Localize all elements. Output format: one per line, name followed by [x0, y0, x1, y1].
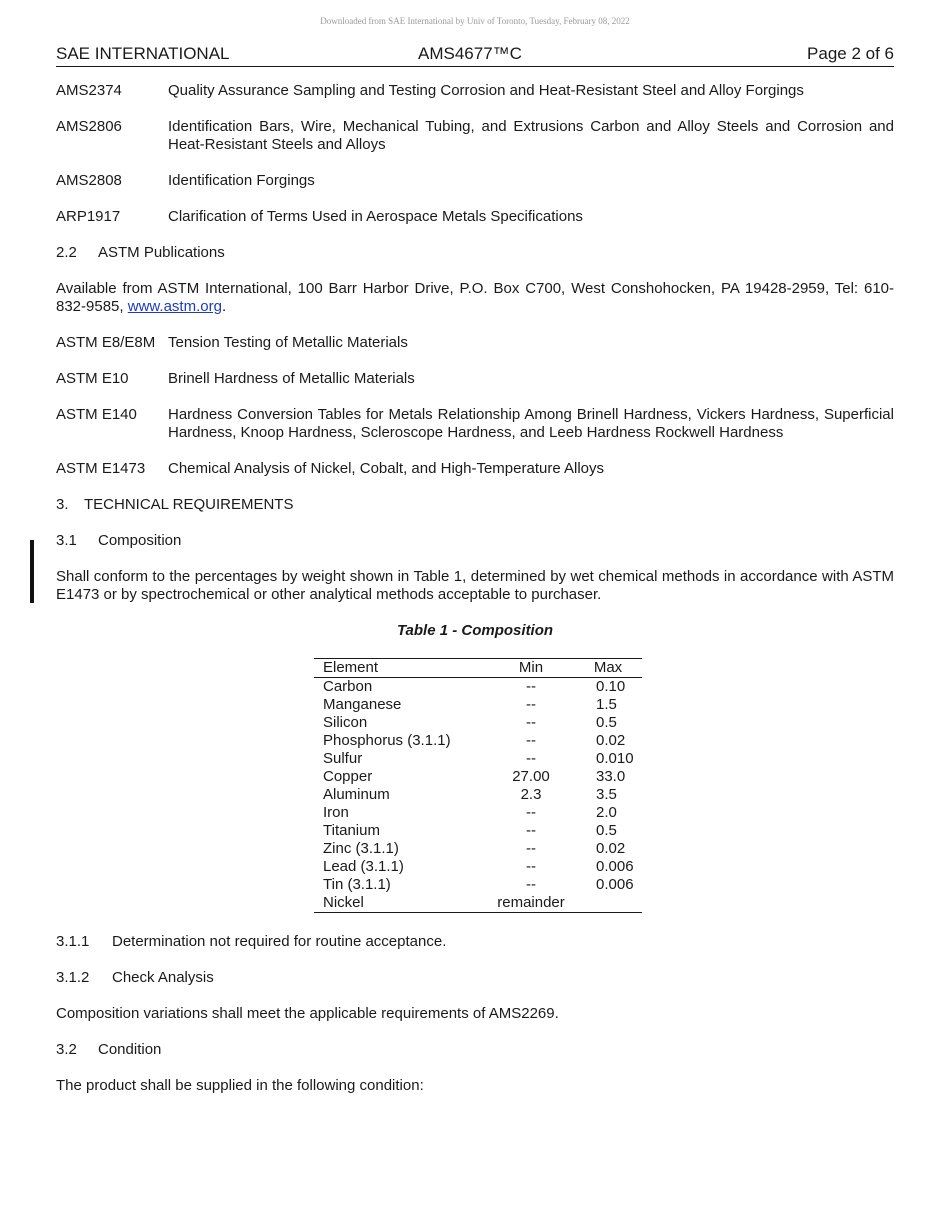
header-max: Max: [574, 659, 642, 678]
cell-element: Copper: [323, 768, 373, 785]
section-number: 3.: [56, 496, 69, 513]
cell-max: 0.006: [596, 858, 634, 875]
reference-title: Brinell Hardness of Metallic Materials: [168, 370, 415, 387]
reference-title: Tension Testing of Metallic Materials: [168, 334, 408, 351]
cell-max: 1.5: [596, 696, 617, 713]
cell-min: --: [526, 696, 536, 713]
section-number: 2.2: [56, 244, 77, 261]
section-3-2-heading: [56, 1041, 894, 1059]
cell-min: --: [526, 750, 536, 767]
table-row: [314, 804, 642, 822]
table-row: [314, 696, 642, 714]
cell-element: Iron: [323, 804, 349, 821]
revision-change-bar: [30, 540, 34, 603]
cell-element: Carbon: [323, 678, 373, 695]
cell-element: Lead (3.1.1): [323, 858, 404, 875]
cell-min: --: [526, 678, 536, 695]
section-title: Determination not required for routine acceptance.: [112, 933, 447, 950]
table-row: [314, 858, 642, 876]
table-row: [314, 732, 642, 750]
header-page-number: Page 2 of 6: [807, 44, 894, 63]
cell-max: 2.0: [596, 804, 617, 821]
cell-max: 0.02: [596, 840, 626, 857]
reference-item: [56, 370, 894, 388]
cell-min: --: [526, 732, 536, 749]
cell-max: 0.010: [596, 750, 634, 767]
check-analysis-paragraph: Composition variations shall meet the applicable requirements of AMS2269.: [56, 1005, 559, 1022]
table-row: [314, 894, 642, 913]
cell-max: 3.5: [596, 786, 617, 803]
header-org: SAE INTERNATIONAL: [56, 44, 230, 63]
reference-item: [56, 82, 894, 100]
cell-max: 33.0: [596, 768, 626, 785]
download-watermark: Downloaded from SAE International by Univ of Toronto, Tuesday, February 08, 2022: [320, 16, 630, 26]
astm-reference-list: [56, 334, 894, 478]
section-title: Condition: [98, 1041, 162, 1058]
table-row: [314, 876, 642, 894]
section-number: 3.1.2: [56, 969, 90, 986]
section-title: TECHNICAL REQUIREMENTS: [84, 496, 294, 513]
reference-code: AMS2808: [56, 172, 122, 189]
cell-element: Nickel: [314, 894, 488, 913]
section-title: Check Analysis: [112, 969, 214, 986]
reference-item: [56, 208, 894, 226]
table-row: [314, 840, 642, 858]
cell-element: Aluminum: [323, 786, 390, 803]
reference-code: ASTM E140: [56, 406, 137, 423]
section-number: 3.1: [56, 532, 77, 549]
reference-title: Chemical Analysis of Nickel, Cobalt, and High-Temperature Alloys: [168, 460, 605, 477]
section-number: 3.1.1: [56, 933, 90, 950]
section-title: Composition: [98, 532, 182, 549]
table-caption: Table 1 - Composition: [396, 622, 554, 639]
cell-min: 27.00: [512, 768, 550, 785]
cell-min: remainder: [488, 894, 574, 913]
cell-element: Titanium: [323, 822, 380, 839]
reference-title: Identification Forgings: [168, 172, 315, 189]
cell-max: 0.10: [596, 678, 626, 695]
cell-min: --: [526, 840, 536, 857]
reference-item: [56, 334, 894, 352]
cell-element: Manganese: [323, 696, 402, 713]
cell-max: 0.5: [596, 822, 617, 839]
reference-code: ARP1917: [56, 208, 121, 225]
reference-item: [56, 172, 894, 190]
reference-item: [56, 460, 894, 478]
section-2-2-heading: [56, 244, 894, 262]
header-doc-id: AMS4677™C: [418, 44, 522, 63]
cell-min: --: [526, 714, 536, 731]
table-row: [314, 750, 642, 768]
composition-paragraph: Shall conform to the percentages by weight shown in Table 1, determined by wet chemical methods in accordance with ASTM E1473 or by spectrochemical or other analytical methods acceptable to purchaser.: [56, 568, 894, 603]
cell-element: Silicon: [323, 714, 368, 731]
document-body: [56, 82, 894, 1113]
reference-code: ASTM E8/E8M: [56, 334, 156, 351]
cell-element: Sulfur: [323, 750, 363, 767]
reference-code: ASTM E10: [56, 370, 129, 387]
reference-code: AMS2374: [56, 82, 122, 99]
cell-min: --: [526, 876, 536, 893]
cell-max: 0.006: [596, 876, 634, 893]
section-title: ASTM Publications: [98, 244, 225, 261]
section-3-1-2-heading: [56, 969, 894, 987]
reference-title: Hardness Conversion Tables for Metals Relationship Among Brinell Hardness, Vickers Hardness, Superficial Hardness, Knoop Hardness, Scleroscope Hardness, and Leeb Hardness Rockwell Hardness: [168, 406, 894, 441]
cell-element: Phosphorus (3.1.1): [323, 732, 451, 749]
reference-code: ASTM E1473: [56, 460, 146, 477]
reference-title: Clarification of Terms Used in Aerospace Metals Specifications: [168, 208, 583, 225]
astm-website-link[interactable]: www.astm.org: [127, 298, 222, 315]
section-number: 3.2: [56, 1041, 77, 1058]
cell-min: --: [526, 858, 536, 875]
section-3-1-1: [56, 933, 894, 951]
cell-min: --: [526, 822, 536, 839]
header-min: Min: [488, 659, 574, 678]
table-row: [314, 678, 642, 697]
condition-paragraph: The product shall be supplied in the following condition:: [56, 1077, 424, 1094]
table-row: [314, 786, 642, 804]
reference-item: [56, 118, 894, 154]
table-row: [314, 768, 642, 786]
composition-table: [314, 658, 642, 913]
availability-text: Available from ASTM International, 100 Barr Harbor Drive, P.O. Box C700, West Conshohocken, PA 19428-2959, Tel: 610-832-9585,: [56, 280, 894, 315]
section-3-1-heading: [56, 532, 894, 550]
cell-max: 0.02: [596, 732, 626, 749]
table-header-row: [314, 659, 642, 678]
reference-code: AMS2806: [56, 118, 122, 135]
cell-min: 2.3: [520, 786, 542, 803]
table-row: [314, 822, 642, 840]
header-element: Element: [314, 659, 488, 678]
reference-item: [56, 406, 894, 442]
astm-availability-paragraph: [56, 280, 894, 316]
cell-min: --: [526, 804, 536, 821]
cell-max: [574, 894, 642, 913]
section-3-heading: [56, 496, 894, 514]
cell-element: Tin (3.1.1): [323, 876, 391, 893]
cell-max: 0.5: [596, 714, 617, 731]
reference-title: Quality Assurance Sampling and Testing Corrosion and Heat-Resistant Steel and Alloy Forgings: [168, 82, 804, 99]
sae-reference-list: [56, 82, 894, 226]
reference-title: Identification Bars, Wire, Mechanical Tubing, and Extrusions Carbon and Alloy Steels and Corrosion and Heat-Resistant Steels and Alloys: [168, 118, 894, 153]
cell-element: Zinc (3.1.1): [323, 840, 399, 857]
table-row: [314, 714, 642, 732]
page-header: [56, 44, 894, 67]
availability-period: .: [221, 298, 227, 315]
